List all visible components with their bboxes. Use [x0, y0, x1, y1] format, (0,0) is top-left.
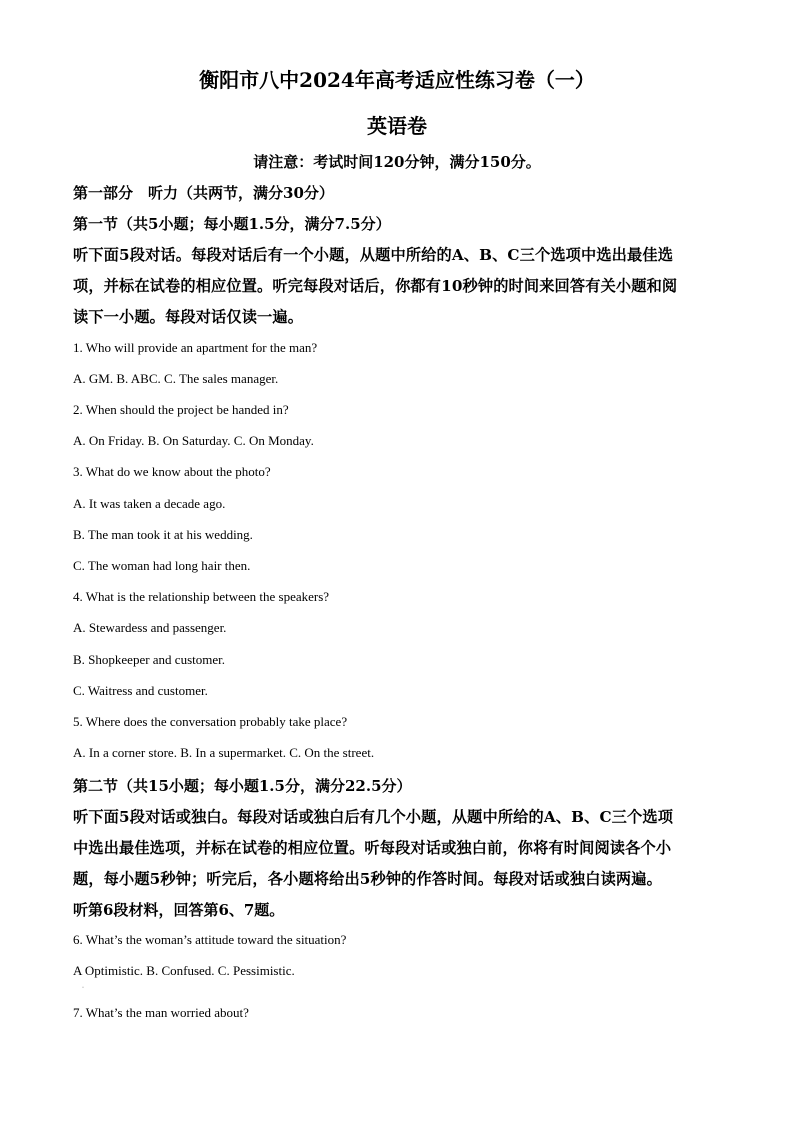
- question-2: 2. When should the project be handed in?: [73, 402, 289, 417]
- question-6: 6. What’s the woman’s attitude toward the situation?: [73, 932, 347, 947]
- question-4-option-a: A. Stewardess and passenger.: [73, 620, 227, 635]
- section1-instructions-line3: 读下一小题。每段对话仅读一遍。: [73, 308, 304, 326]
- question-5-options: A. In a corner store. B. In a supermarket. C. On the street.: [73, 745, 375, 760]
- question-1-options: A. GM. B. ABC. C. The sales manager.: [73, 371, 279, 386]
- question-4-option-c: C. Waitress and customer.: [73, 683, 208, 698]
- section2-instructions-line2: 中选出最佳选项，并标在试卷的相应位置。听每段对话或独白前，你将有时间阅读各个小: [73, 839, 672, 857]
- question-4: 4. What is the relationship between the speakers?: [73, 589, 330, 604]
- exam-subtitle: 英语卷: [367, 114, 427, 138]
- section1-heading: 第一节（共5小题；每小题1.5分，满分7.5分）: [73, 215, 391, 233]
- section2-instructions-line3: 题，每小题5秒钟；听完后，各小题将给出5秒钟的作答时间。每段对话或独白读两遍。: [73, 870, 662, 888]
- question-6-options: A Optimistic. B. Confused. C. Pessimistic.: [73, 963, 295, 978]
- material-6-note: 听第6段材料，回答第6、7题。: [73, 901, 285, 919]
- question-3-option-c: C. The woman had long hair then.: [73, 558, 251, 573]
- question-4-option-b: B. Shopkeeper and customer.: [73, 652, 225, 667]
- exam-title: 衡阳市八中2024年高考适应性练习卷（一）: [199, 68, 595, 92]
- section2-instructions-line1: 听下面5段对话或独白。每段对话或独白后有几个小题，从题中所给的A、B、C三个选项: [73, 808, 674, 826]
- question-2-options: A. On Friday. B. On Saturday. C. On Monday.: [73, 433, 314, 448]
- question-3: 3. What do we know about the photo?: [73, 464, 271, 479]
- question-1: 1. Who will provide an apartment for the man?: [73, 340, 318, 355]
- question-7: 7. What’s the man worried about?: [73, 1005, 249, 1020]
- section1-instructions-line1: 听下面5段对话。每段对话后有一个小题，从题中所给的A、B、C三个选项中选出最佳选: [73, 246, 674, 264]
- exam-notice: 请注意：考试时间120分钟，满分150分。: [253, 153, 541, 171]
- question-3-option-a: A. It was taken a decade ago.: [73, 496, 226, 511]
- question-5: 5. Where does the conversation probably take place?: [73, 714, 348, 729]
- part1-heading: 第一部分 听力（共两节，满分30分）: [73, 184, 334, 202]
- question-3-option-b: B. The man took it at his wedding.: [73, 527, 253, 542]
- section2-heading: 第二节（共15小题；每小题1.5分，满分22.5分）: [73, 777, 412, 795]
- stray-mark: ·: [82, 985, 84, 991]
- section1-instructions-line2: 项，并标在试卷的相应位置。听完每段对话后，你都有10秒钟的时间来回答有关小题和阅: [73, 277, 678, 295]
